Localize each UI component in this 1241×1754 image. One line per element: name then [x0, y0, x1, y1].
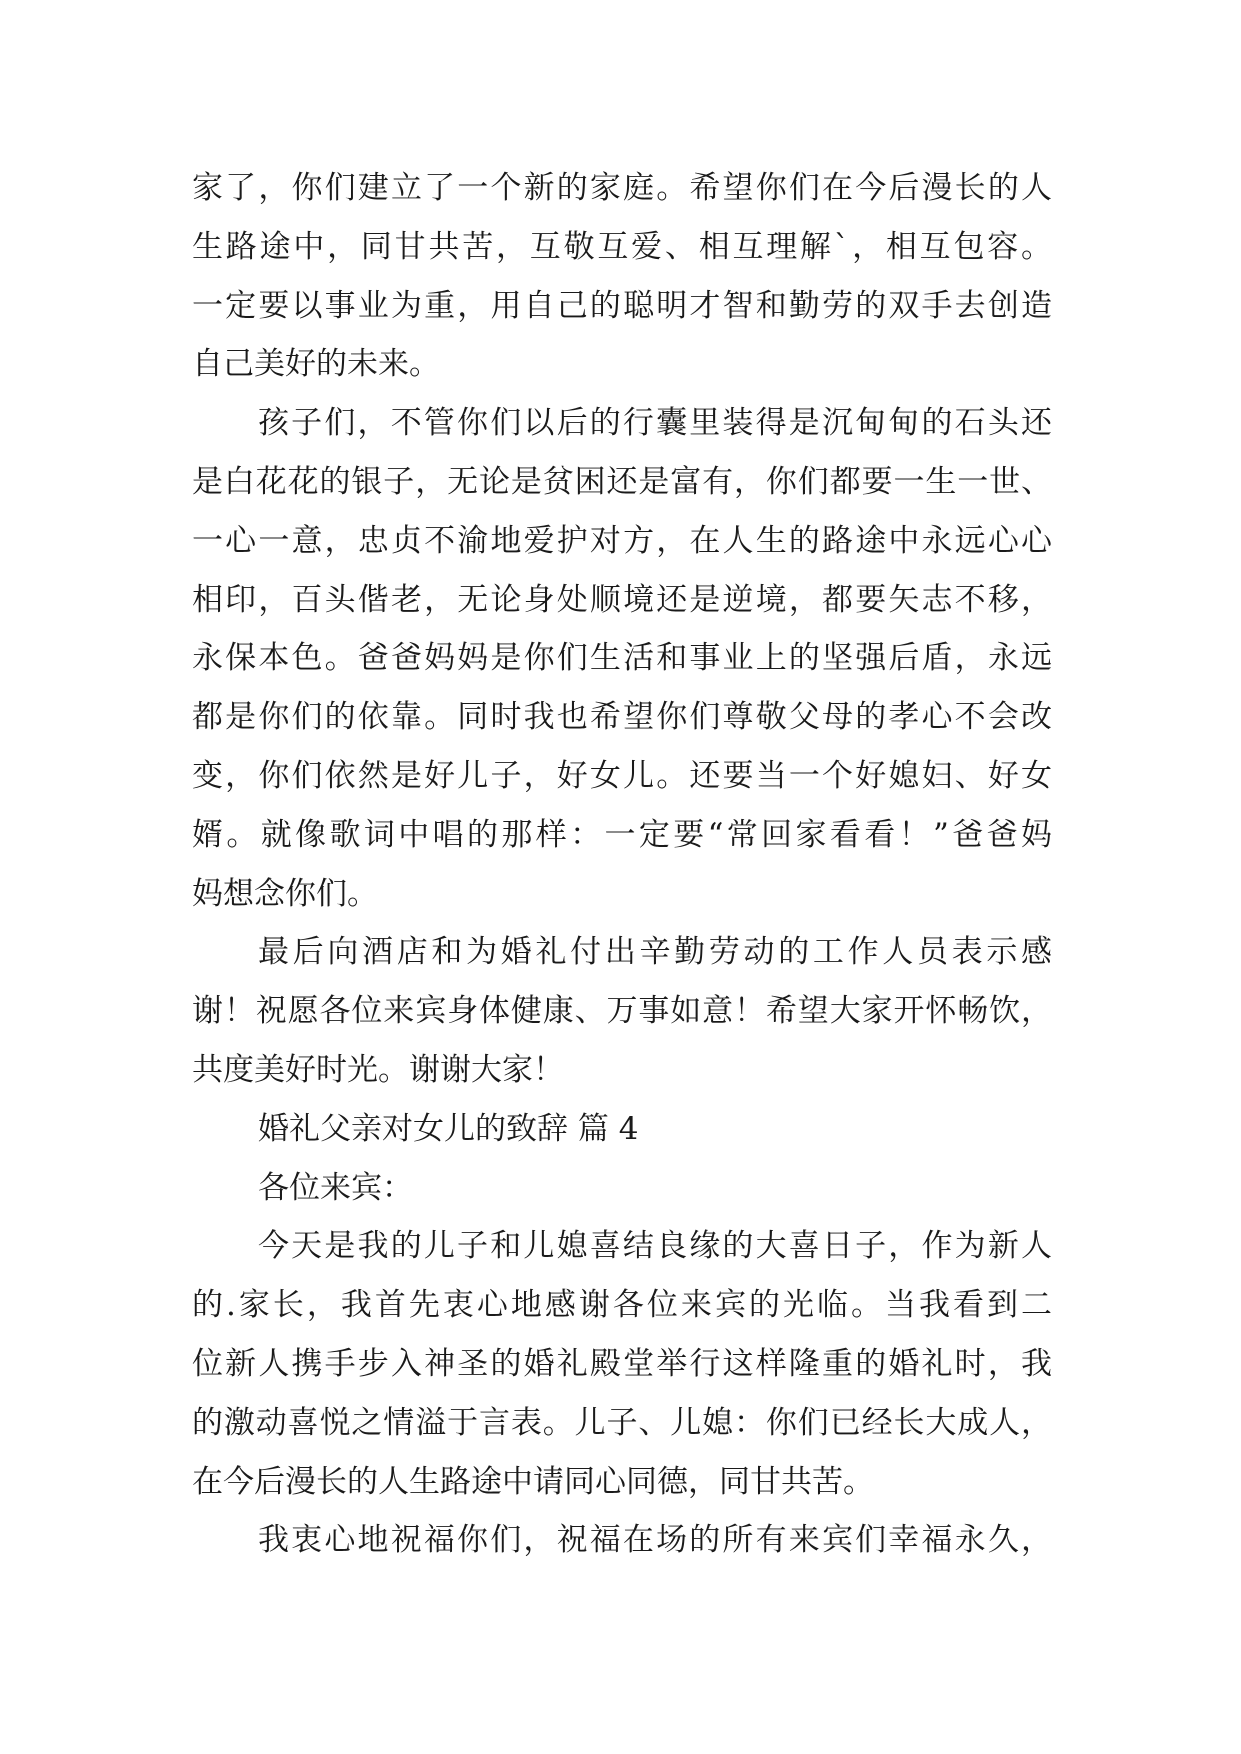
text-line: 一心一意，忠贞不渝地爱护对方，在人生的路途中永远心心 — [192, 523, 1052, 559]
text-line: 相印，百头偕老，无论身处顺境还是逆境，都要矢志不移， — [192, 582, 1052, 618]
text-line: 都是你们的依靠。同时我也希望你们尊敬父母的孝心不会改 — [192, 699, 1052, 735]
text-line: 变，你们依然是好儿子，好女儿。还要当一个好媳妇、好女 — [192, 758, 1052, 794]
salutation: 各位来宾： — [258, 1170, 413, 1206]
text-line: 自己美好的未来。 — [192, 346, 440, 382]
text-line: 的.家长，我首先衷心地感谢各位来宾的光临。当我看到二 — [192, 1287, 1052, 1323]
text-line: 永保本色。爸爸妈妈是你们生活和事业上的坚强后盾，永远 — [192, 640, 1052, 676]
section-heading: 婚礼父亲对女儿的致辞 篇 4 — [258, 1111, 639, 1147]
text-line: 位新人携手步入神圣的婚礼殿堂举行这样隆重的婚礼时，我 — [192, 1346, 1052, 1382]
text-line: 今天是我的儿子和儿媳喜结良缘的大喜日子，作为新人 — [258, 1228, 1052, 1264]
text-line: 的激动喜悦之情溢于言表。儿子、儿媳：你们已经长大成人， — [192, 1405, 1052, 1441]
text-line: 生路途中，同甘共苦，互敬互爱、相互理解`，相互包容。 — [192, 229, 1052, 265]
text-line: 谢！祝愿各位来宾身体健康、万事如意！希望大家开怀畅饮， — [192, 993, 1052, 1029]
text-line: 家了，你们建立了一个新的家庭。希望你们在今后漫长的人 — [192, 170, 1052, 206]
text-line: 是白花花的银子，无论是贫困还是富有，你们都要一生一世、 — [192, 464, 1052, 500]
text-line: 我衷心地祝福你们，祝福在场的所有来宾们幸福永久， — [258, 1522, 1052, 1558]
text-line: 婿。就像歌词中唱的那样：一定要“常回家看看！”爸爸妈 — [192, 817, 1052, 853]
text-line: 一定要以事业为重，用自己的聪明才智和勤劳的双手去创造 — [192, 288, 1052, 324]
text-line: 共度美好时光。谢谢大家！ — [192, 1052, 564, 1088]
text-line: 孩子们，不管你们以后的行囊里装得是沉甸甸的石头还 — [258, 405, 1052, 441]
text-line: 妈想念你们。 — [192, 876, 378, 912]
text-line: 最后向酒店和为婚礼付出辛勤劳动的工作人员表示感 — [258, 934, 1052, 970]
text-line: 在今后漫长的人生路途中请同心同德，同甘共苦。 — [192, 1464, 874, 1500]
